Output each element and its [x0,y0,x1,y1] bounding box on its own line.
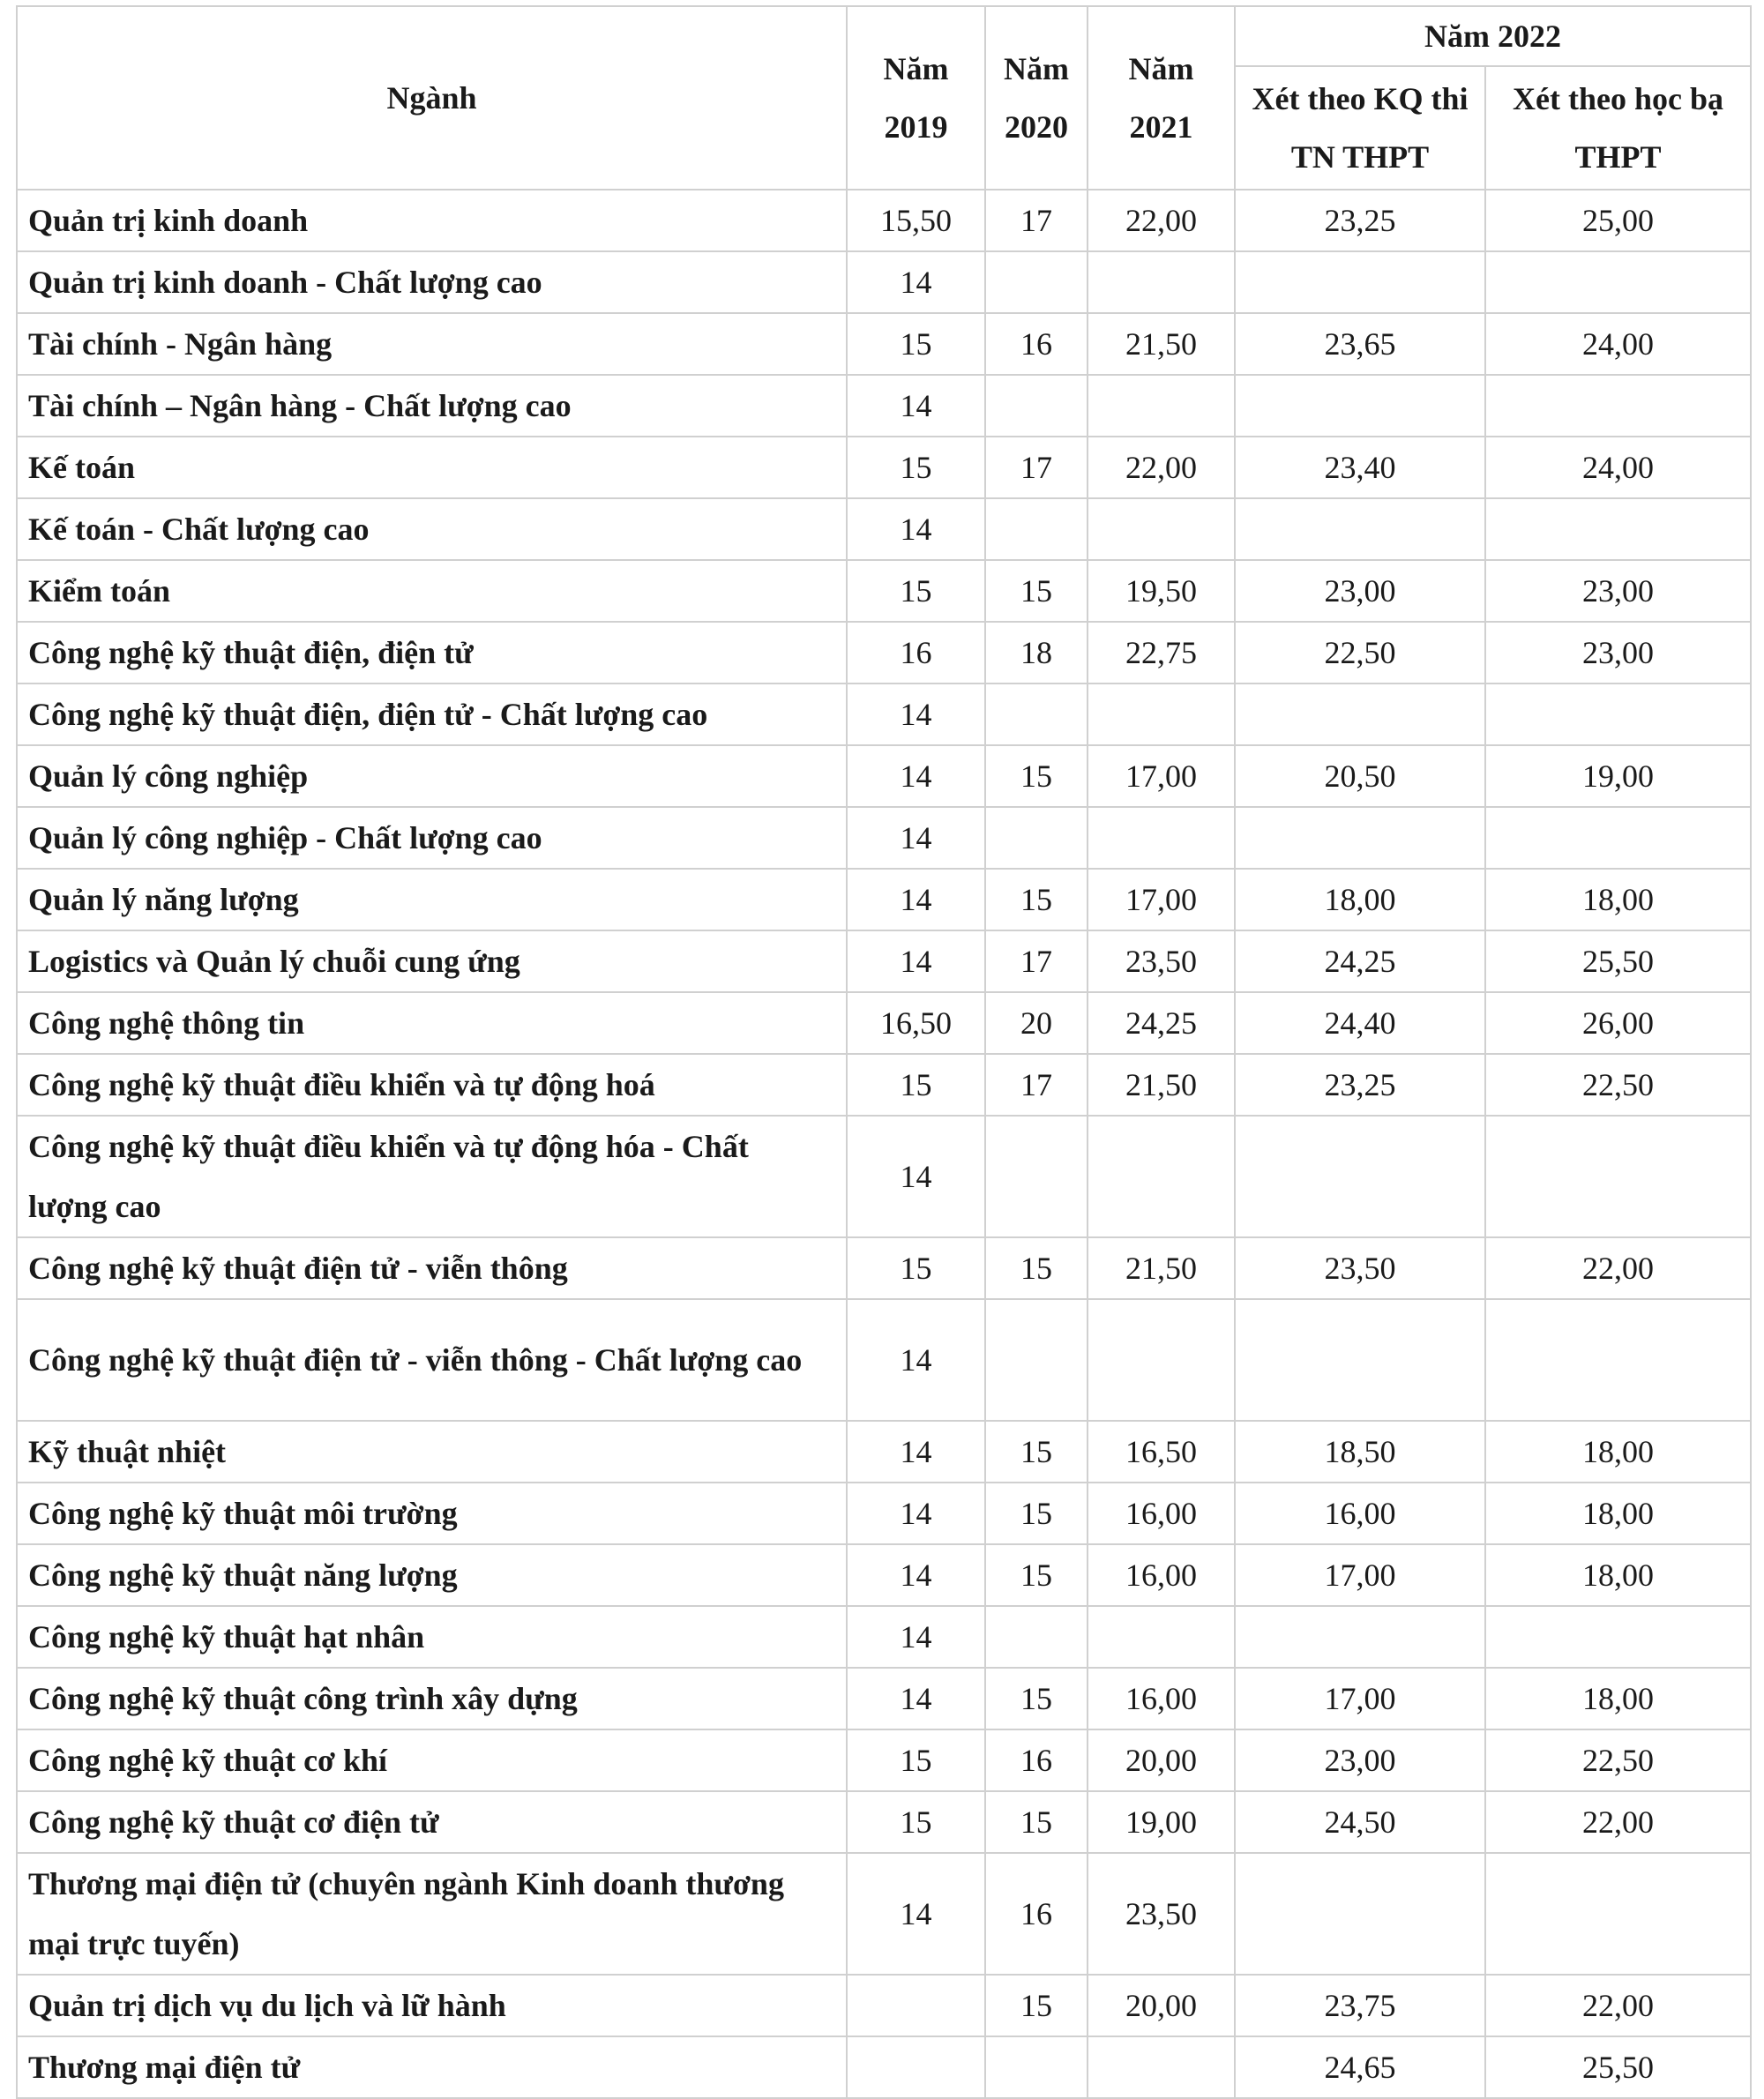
cell-2019: 14 [847,375,985,437]
cell-major: Quản lý năng lượng [17,869,847,930]
cell-2021 [1088,2036,1235,2098]
cell-2021: 17,00 [1088,745,1235,807]
cell-major: Kế toán [17,437,847,498]
cell-2020: 18 [985,622,1088,683]
table-row [17,1116,1751,1237]
cell-2019: 14 [847,1544,985,1606]
cell-2019: 15 [847,1237,985,1299]
cell-2021: 21,50 [1088,1237,1235,1299]
cell-2022-transcript [1485,498,1751,560]
cell-2021: 22,75 [1088,622,1235,683]
table-row [17,930,1751,992]
cell-major: Tài chính – Ngân hàng - Chất lượng cao [17,375,847,437]
cell-2022-transcript [1485,807,1751,869]
admission-scores-table [16,5,1752,2099]
cell-major: Công nghệ kỹ thuật cơ điện tử [17,1791,847,1853]
cell-2020: 15 [985,560,1088,622]
cell-2019: 16 [847,622,985,683]
cell-2020: 16 [985,1729,1088,1791]
cell-2022-transcript: 18,00 [1485,1544,1751,1606]
cell-2019: 14 [847,930,985,992]
cell-2020: 15 [985,1421,1088,1483]
cell-2022-transcript [1485,1853,1751,1975]
cell-2022-exam: 17,00 [1235,1668,1485,1729]
table-row [17,1421,1751,1483]
table-row [17,807,1751,869]
cell-2019: 15 [847,1054,985,1116]
cell-2022-transcript [1485,683,1751,745]
cell-major: Công nghệ kỹ thuật điều khiển và tự động hoá [17,1054,847,1116]
cell-major: Kế toán - Chất lượng cao [17,498,847,560]
cell-2021: 23,50 [1088,930,1235,992]
cell-2021: 20,00 [1088,1975,1235,2036]
table-row [17,869,1751,930]
cell-2020: 17 [985,1054,1088,1116]
table-row [17,622,1751,683]
header-2022-exam: Xét theo KQ thi TN THPT [1235,66,1485,190]
table-row [17,1544,1751,1606]
cell-2019: 14 [847,1483,985,1544]
cell-2020 [985,2036,1088,2098]
table-row [17,375,1751,437]
table-row [17,1237,1751,1299]
cell-2022-exam: 24,65 [1235,2036,1485,2098]
cell-2022-exam [1235,1853,1485,1975]
header-2022-transcript: Xét theo học bạ THPT [1485,66,1751,190]
cell-2021: 20,00 [1088,1729,1235,1791]
cell-2022-transcript: 18,00 [1485,869,1751,930]
cell-2019: 14 [847,1853,985,1975]
cell-major: Kiểm toán [17,560,847,622]
table-row [17,1853,1751,1975]
cell-2019: 14 [847,251,985,313]
table-row [17,498,1751,560]
cell-2021: 19,00 [1088,1791,1235,1853]
cell-2020 [985,251,1088,313]
cell-2020: 17 [985,930,1088,992]
cell-2020 [985,1606,1088,1668]
cell-2022-transcript: 24,00 [1485,313,1751,375]
cell-2022-transcript: 18,00 [1485,1668,1751,1729]
cell-2020 [985,807,1088,869]
cell-major: Công nghệ kỹ thuật điện, điện tử - Chất lượng cao [17,683,847,745]
cell-2022-transcript: 24,00 [1485,437,1751,498]
cell-major: Quản trị kinh doanh - Chất lượng cao [17,251,847,313]
table-row [17,560,1751,622]
cell-2022-exam: 20,50 [1235,745,1485,807]
cell-2022-exam: 23,75 [1235,1975,1485,2036]
cell-2020: 15 [985,1791,1088,1853]
cell-2021: 21,50 [1088,313,1235,375]
cell-major: Công nghệ kỹ thuật hạt nhân [17,1606,847,1668]
table-body [17,190,1751,2098]
cell-major: Công nghệ kỹ thuật môi trường [17,1483,847,1544]
cell-2021 [1088,498,1235,560]
cell-major: Công nghệ kỹ thuật công trình xây dựng [17,1668,847,1729]
cell-major: Kỹ thuật nhiệt [17,1421,847,1483]
cell-2022-transcript: 23,00 [1485,622,1751,683]
cell-2019: 15,50 [847,190,985,251]
cell-2022-transcript: 25,50 [1485,930,1751,992]
cell-2022-transcript: 25,00 [1485,190,1751,251]
cell-2021: 21,50 [1088,1054,1235,1116]
table-header [17,6,1751,190]
cell-2022-transcript: 18,00 [1485,1483,1751,1544]
cell-2022-exam: 24,50 [1235,1791,1485,1853]
table-row [17,1668,1751,1729]
cell-2021: 16,00 [1088,1668,1235,1729]
cell-2022-transcript [1485,251,1751,313]
cell-2020 [985,498,1088,560]
cell-major: Thương mại điện tử (chuyên ngành Kinh doanh thương mại trực tuyến) [17,1853,847,1975]
cell-2022-exam [1235,375,1485,437]
cell-2019: 15 [847,313,985,375]
cell-major: Công nghệ thông tin [17,992,847,1054]
cell-2022-transcript: 22,50 [1485,1054,1751,1116]
cell-major: Logistics và Quản lý chuỗi cung ứng [17,930,847,992]
cell-major: Công nghệ kỹ thuật cơ khí [17,1729,847,1791]
cell-2022-transcript [1485,1299,1751,1421]
header-year-2019: Năm 2019 [847,6,985,190]
table-row [17,437,1751,498]
cell-major: Thương mại điện tử [17,2036,847,2098]
header-year-2021: Năm 2021 [1088,6,1235,190]
cell-2019: 14 [847,807,985,869]
cell-2019 [847,1975,985,2036]
cell-2022-transcript [1485,1606,1751,1668]
table-row [17,313,1751,375]
cell-2019: 15 [847,560,985,622]
table-row [17,190,1751,251]
table-row [17,1483,1751,1544]
cell-2022-exam [1235,498,1485,560]
cell-2021 [1088,807,1235,869]
cell-2022-exam: 16,00 [1235,1483,1485,1544]
cell-2022-exam [1235,251,1485,313]
cell-2022-exam: 23,25 [1235,1054,1485,1116]
cell-2019: 15 [847,1729,985,1791]
cell-2021: 24,25 [1088,992,1235,1054]
cell-2020: 15 [985,1975,1088,2036]
cell-2020: 16 [985,1853,1088,1975]
table-row [17,251,1751,313]
cell-2022-transcript [1485,1116,1751,1237]
cell-2022-transcript: 23,00 [1485,560,1751,622]
cell-2022-exam [1235,1116,1485,1237]
cell-2021: 22,00 [1088,437,1235,498]
cell-2022-exam: 23,00 [1235,1729,1485,1791]
cell-2021 [1088,683,1235,745]
cell-2021: 16,00 [1088,1544,1235,1606]
cell-2021 [1088,1116,1235,1237]
cell-2020 [985,375,1088,437]
cell-2019: 14 [847,869,985,930]
cell-2022-exam [1235,807,1485,869]
cell-2022-exam [1235,1299,1485,1421]
cell-major: Quản trị dịch vụ du lịch và lữ hành [17,1975,847,2036]
cell-2022-exam: 22,50 [1235,622,1485,683]
cell-2022-exam: 23,25 [1235,190,1485,251]
cell-2021: 17,00 [1088,869,1235,930]
cell-2019: 15 [847,1791,985,1853]
cell-2020: 17 [985,437,1088,498]
cell-major: Công nghệ kỹ thuật năng lượng [17,1544,847,1606]
cell-2020: 16 [985,313,1088,375]
table-row [17,1975,1751,2036]
header-year-2020: Năm 2020 [985,6,1088,190]
cell-2022-transcript [1485,375,1751,437]
header-major: Ngành [17,6,847,190]
cell-2020: 15 [985,869,1088,930]
cell-major: Quản lý công nghiệp [17,745,847,807]
cell-major: Quản trị kinh doanh [17,190,847,251]
cell-2020: 15 [985,1483,1088,1544]
cell-2022-transcript: 22,00 [1485,1791,1751,1853]
cell-2022-transcript: 18,00 [1485,1421,1751,1483]
cell-2021 [1088,1606,1235,1668]
cell-2021: 16,00 [1088,1483,1235,1544]
cell-2020: 15 [985,1668,1088,1729]
cell-2019: 14 [847,1606,985,1668]
cell-2022-exam: 23,50 [1235,1237,1485,1299]
cell-2019: 14 [847,745,985,807]
cell-2022-exam [1235,1606,1485,1668]
cell-2022-transcript: 22,00 [1485,1975,1751,2036]
cell-2020 [985,1116,1088,1237]
cell-2020: 15 [985,1237,1088,1299]
cell-2022-transcript: 26,00 [1485,992,1751,1054]
cell-2021: 16,50 [1088,1421,1235,1483]
table-row [17,1606,1751,1668]
cell-2021: 23,50 [1088,1853,1235,1975]
cell-2021: 22,00 [1088,190,1235,251]
cell-2022-transcript: 22,00 [1485,1237,1751,1299]
cell-2019: 14 [847,1421,985,1483]
cell-2022-exam: 17,00 [1235,1544,1485,1606]
cell-major: Tài chính - Ngân hàng [17,313,847,375]
cell-major: Công nghệ kỹ thuật điều khiển và tự động hóa - Chất lượng cao [17,1116,847,1237]
cell-2019: 14 [847,1116,985,1237]
cell-2022-exam: 24,40 [1235,992,1485,1054]
cell-2019: 15 [847,437,985,498]
cell-2022-exam: 24,25 [1235,930,1485,992]
cell-2021 [1088,1299,1235,1421]
cell-2019: 14 [847,683,985,745]
cell-major: Công nghệ kỹ thuật điện, điện tử [17,622,847,683]
cell-2019 [847,2036,985,2098]
table-row [17,1054,1751,1116]
cell-2022-exam: 23,65 [1235,313,1485,375]
cell-2022-exam: 18,00 [1235,869,1485,930]
cell-2021: 19,50 [1088,560,1235,622]
cell-2019: 16,50 [847,992,985,1054]
cell-2022-transcript: 22,50 [1485,1729,1751,1791]
cell-2019: 14 [847,1299,985,1421]
cell-2020: 17 [985,190,1088,251]
table-row [17,745,1751,807]
table-row [17,992,1751,1054]
table-row [17,1729,1751,1791]
cell-2020: 20 [985,992,1088,1054]
cell-2021 [1088,251,1235,313]
cell-major: Công nghệ kỹ thuật điện tử - viễn thông [17,1237,847,1299]
table-row [17,1299,1751,1421]
cell-major: Quản lý công nghiệp - Chất lượng cao [17,807,847,869]
cell-2020: 15 [985,745,1088,807]
table-row [17,1791,1751,1853]
cell-major: Công nghệ kỹ thuật điện tử - viễn thông - Chất lượng cao [17,1299,847,1421]
cell-2019: 14 [847,1668,985,1729]
cell-2022-exam: 23,00 [1235,560,1485,622]
cell-2022-exam: 23,40 [1235,437,1485,498]
cell-2022-transcript: 19,00 [1485,745,1751,807]
table-row [17,683,1751,745]
header-year-2022: Năm 2022 [1235,6,1751,66]
cell-2020 [985,683,1088,745]
cell-2021 [1088,375,1235,437]
cell-2020 [985,1299,1088,1421]
cell-2020: 15 [985,1544,1088,1606]
cell-2022-transcript: 25,50 [1485,2036,1751,2098]
cell-2022-exam: 18,50 [1235,1421,1485,1483]
table-row [17,2036,1751,2098]
cell-2019: 14 [847,498,985,560]
cell-2022-exam [1235,683,1485,745]
